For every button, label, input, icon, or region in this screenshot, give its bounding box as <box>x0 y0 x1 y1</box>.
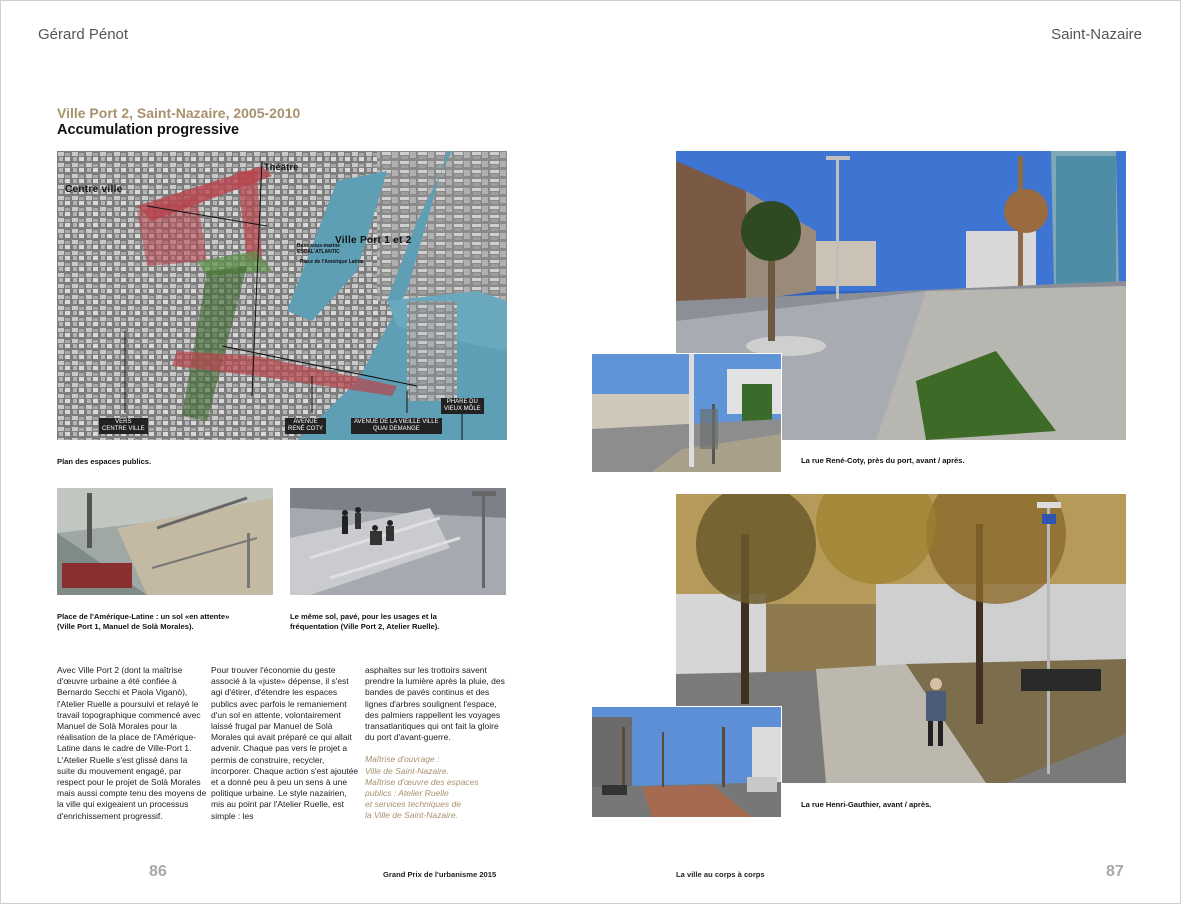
map-tag-vers-centre: VERS CENTRE VILLE <box>99 418 148 434</box>
photo-place-amerique-latine <box>57 488 273 595</box>
photo-rene-coty-before <box>591 353 782 473</box>
page-number-left: 86 <box>149 863 167 880</box>
map-label-theatre: Théâtre <box>264 162 299 172</box>
footer-title-left: Grand Prix de l'urbanisme 2015 <box>383 870 497 879</box>
map-label-centre: Centre ville <box>65 184 123 195</box>
body-text-2: Pour trouver l'économie du geste associé à la «juste» dépense, il s'est agi d'étirer, d'étendre les espaces publics avec parfois le remaniement d'un sol en attente, volontairement laissé frugal par Manuel de Solà Morales qui avait préparé ce qui allait advenir. Chaque pas vers le projet a permis de construire, recycler, incorporer. Chaque action s'est ajoutée et a donné peu à peu un sens à une politique urbaine. Le style nazairien, mis au point par l'Atelier Ruelle, est simple : les <box>211 665 359 821</box>
sol-caption: Le même sol, pavé, pour les usages et la fréquentation (Ville Port 2, Atelier Ruelle). <box>290 612 440 631</box>
photo-sol-graphic <box>290 488 506 595</box>
aerial-map-graphic <box>57 151 507 440</box>
map-caption: Plan des espaces publics. <box>57 457 152 466</box>
section-subtitle: Accumulation progressive <box>57 122 240 138</box>
section-title: Ville Port 2, Saint-Nazaire, 2005-2010 <box>57 105 301 121</box>
coty-caption: La rue René-Coty, près du port, avant / après. <box>801 456 965 465</box>
gauthier-caption: La rue Henri-Gauthier, avant / après. <box>801 800 932 809</box>
photo-place-graphic <box>57 488 273 595</box>
photo-sol-pave <box>290 488 506 595</box>
map-tag-phare: PHARE DU VIEUX MÔLE <box>441 398 484 414</box>
running-header-author: Gérard Pénot <box>38 26 129 43</box>
map-tag-rene-coty: AVENUE RENÉ COTY <box>285 418 326 434</box>
credits-text: Maîtrise d'ouvrage : Ville de Saint-Nazaire. Maîtrise d'œuvre des espaces publics : Atelier Ruelle et services techniques de la Ville de Saint-Nazaire. <box>365 754 479 821</box>
running-header-city: Saint-Nazaire <box>1051 26 1142 43</box>
body-column-3 <box>365 665 507 822</box>
map-label-escal: Base sous-marine ESCAL'ATLANTIC <box>297 243 341 255</box>
photo-coty-before-graphic <box>592 354 781 472</box>
footer-title-right: La ville au corps à corps <box>676 870 765 879</box>
photo-gauthier-before-graphic <box>592 707 781 817</box>
map-label-place: Place de l'Amérique Latine <box>300 259 364 265</box>
photo-henri-gauthier-before <box>591 706 782 818</box>
body-text-1: Avec Ville Port 2 (dont la maîtrise d'œuvre urbaine a été confiée à Bernardo Secchi et Paola Viganò), l'Atelier Ruelle a poursuivi et relayé le travail topographique commencé avec Manuel de Solà Morales pour la réalisation de la place de l'Amérique-Latine dans le cadre de Ville-Port 1. L'Atelier Ruelle s'est glissé dans la suite du mouvement engagé, par respect pour le projet de Solà Morales mais aussi compte tenu des moyens de la ville qui exigeaient un processus d'enrichissement progressif. <box>57 665 207 821</box>
public-spaces-map <box>57 151 507 440</box>
map-tag-vieille-ville: AVENUE DE LA VIEILLE VILLE QUAI DEMANGE <box>351 418 442 434</box>
body-text-3: asphaltes sur les trottoirs savent prendre la lumière après la pluie, des bandes de pavés continus et des lignes d'arbres soulignent l'espace, des palmiers rappellent les voyages transatlantiques qui ont fait la gloire du port d'avant-guerre. <box>365 665 505 743</box>
body-column-2 <box>211 665 361 822</box>
map-label-port: Ville Port 1 et 2 <box>335 235 412 246</box>
body-column-1 <box>57 665 207 822</box>
place-caption: Place de l'Amérique-Latine : un sol «en attente» (Ville Port 1, Manuel de Solà Morales). <box>57 612 230 631</box>
page-number-right: 87 <box>1106 863 1124 880</box>
